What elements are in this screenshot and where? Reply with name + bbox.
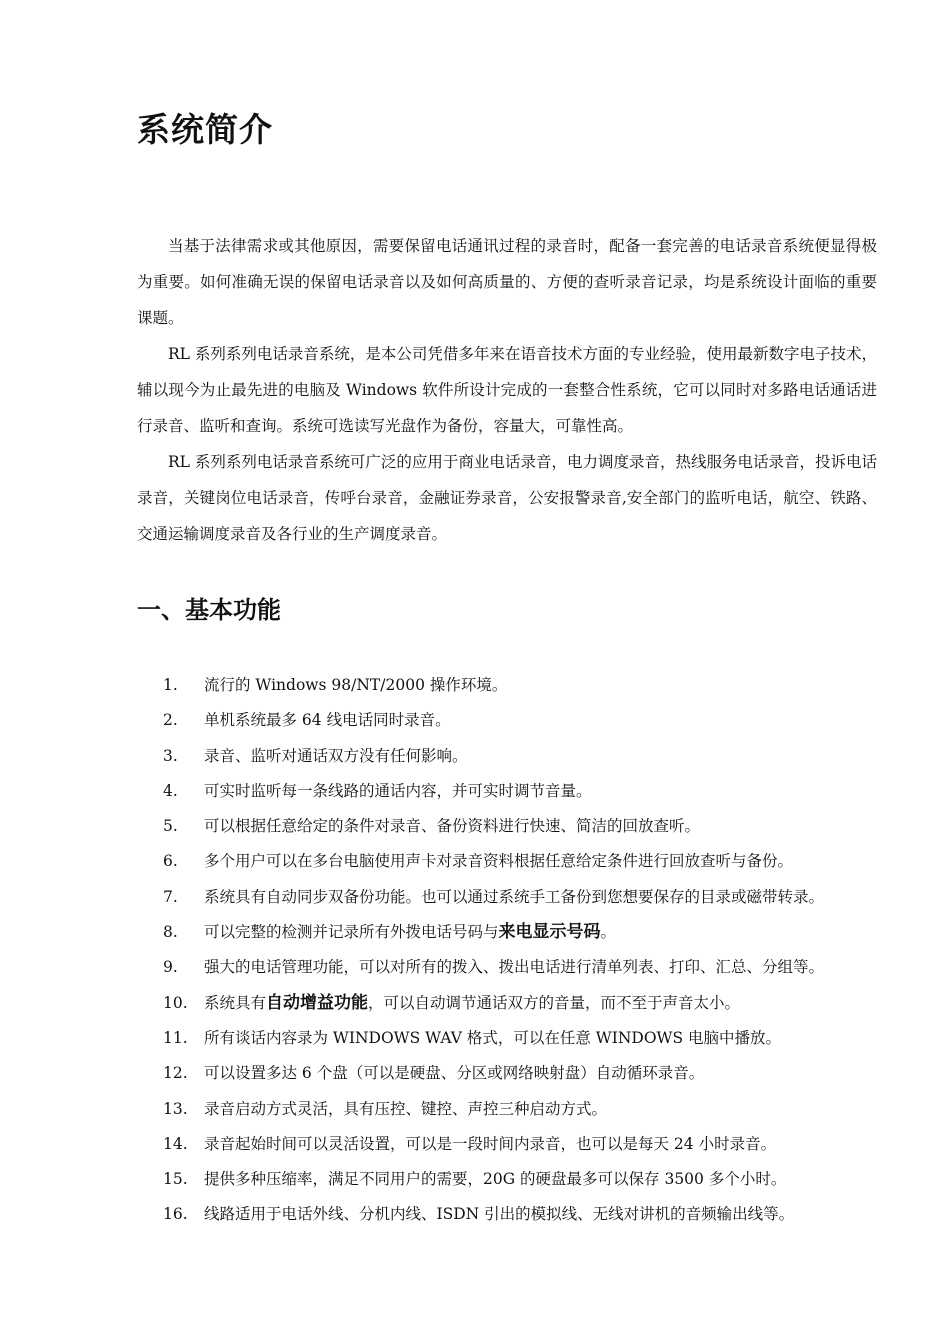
feature-item bbox=[163, 844, 883, 879]
feature-number: 11. bbox=[163, 1028, 188, 1047]
intro-section bbox=[137, 228, 877, 552]
feature-text: 所有谈话内容录为 WINDOWS WAV 格式，可以在任意 WINDOWS 电脑中播放。 bbox=[204, 1028, 782, 1047]
feature-text: 强大的电话管理功能，可以对所有的拨入、拨出电话进行清单列表、打印、汇总、分组等。 bbox=[204, 958, 825, 977]
feature-item bbox=[163, 703, 883, 738]
feature-text: 可以根据任意给定的条件对录音、备份资料进行快速、简洁的回放查听。 bbox=[204, 817, 701, 836]
feature-list bbox=[163, 668, 883, 1233]
feature-text: 系统具有 bbox=[204, 993, 267, 1012]
feature-item bbox=[163, 739, 883, 774]
feature-text: 可以完整的检测并记录所有外拨电话号码与 bbox=[204, 923, 499, 942]
feature-number: 8. bbox=[163, 923, 178, 942]
feature-text: 可实时监听每一条线路的通话内容，并可实时调节音量。 bbox=[204, 781, 592, 800]
feature-item bbox=[163, 774, 883, 809]
feature-number: 7. bbox=[163, 887, 178, 906]
feature-item bbox=[163, 915, 883, 950]
feature-highlight: 自动增益功能 bbox=[266, 992, 369, 1013]
feature-number: 16. bbox=[163, 1205, 188, 1224]
feature-number: 2. bbox=[163, 711, 178, 730]
feature-number: 5. bbox=[163, 817, 178, 836]
intro-paragraph: 当基于法律需求或其他原因，需要保留电话通讯过程的录音时，配备一套完善的电话录音系统便显得极为重要。如何准确无误的保留电话录音以及如何高质量的、方便的查听录音记录，均是系统设计面临的重要课题。 bbox=[137, 237, 877, 327]
feature-item bbox=[163, 1056, 883, 1091]
intro-paragraph: RL 系列系列电话录音系统，是本公司凭借多年来在语音技术方面的专业经验，使用最新数字电子技术，辅以现今为止最先进的电脑及 Windows 软件所设计完成的一套整合性系统，它可以同时对多路电话通话进行录音、监听和查询。系统可选读写光盘作为备份，容量大，可靠性高。 bbox=[137, 345, 877, 435]
feature-item bbox=[163, 1127, 883, 1162]
feature-item bbox=[163, 668, 883, 703]
feature-number: 10. bbox=[163, 993, 188, 1012]
feature-number: 15. bbox=[163, 1170, 188, 1189]
feature-text: 系统具有自动同步双备份功能。也可以通过系统手工备份到您想要保存的目录或磁带转录。 bbox=[204, 887, 825, 906]
feature-number: 3. bbox=[163, 746, 178, 765]
feature-item bbox=[163, 880, 883, 915]
feature-item bbox=[163, 1162, 883, 1197]
feature-text-tail: 。 bbox=[600, 923, 617, 942]
feature-item bbox=[163, 809, 883, 844]
intro-paragraph: RL 系列系列电话录音系统可广泛的应用于商业电话录音，电力调度录音，热线服务电话录音，投诉电话录音，关键岗位电话录音，传呼台录音，金融证券录音，公安报警录音,安全部门的监听电话，航空、铁路、交通运输调度录音及各行业的生产调度录音。 bbox=[137, 453, 877, 543]
feature-text: 录音起始时间可以灵活设置，可以是一段时间内录音，也可以是每天 24 小时录音。 bbox=[204, 1134, 777, 1153]
feature-text: 流行的 Windows 98/NT/2000 操作环境。 bbox=[204, 676, 508, 694]
feature-number: 4. bbox=[163, 781, 178, 800]
feature-number: 13. bbox=[163, 1099, 188, 1118]
feature-number: 1. bbox=[163, 676, 178, 694]
feature-text: 提供多种压缩率，满足不同用户的需要，20G 的硬盘最多可以保存 3500 多个小时。 bbox=[204, 1170, 787, 1189]
feature-number: 9. bbox=[163, 958, 178, 977]
feature-text: 录音启动方式灵活，具有压控、键控、声控三种启动方式。 bbox=[204, 1099, 608, 1118]
feature-number: 14. bbox=[163, 1134, 188, 1153]
feature-item bbox=[163, 1021, 883, 1056]
page-title: 系统简介 bbox=[137, 110, 273, 149]
feature-text: 线路适用于电话外线、分机内线、ISDN 引出的模拟线、无线对讲机的音频输出线等。 bbox=[204, 1205, 795, 1224]
feature-item bbox=[163, 1092, 883, 1127]
feature-text-tail: ，可以自动调节通话双方的音量，而不至于声音太小。 bbox=[368, 993, 741, 1012]
feature-item bbox=[163, 986, 883, 1021]
section-heading: 一、基本功能 bbox=[137, 596, 281, 624]
feature-item bbox=[163, 950, 883, 985]
feature-item bbox=[163, 1197, 883, 1232]
feature-number: 12. bbox=[163, 1064, 188, 1083]
feature-text: 录音、监听对通话双方没有任何影响。 bbox=[204, 746, 468, 765]
feature-text: 单机系统最多 64 线电话同时录音。 bbox=[204, 711, 451, 730]
feature-highlight: 来电显示号码 bbox=[498, 922, 601, 943]
feature-text: 可以设置多达 6 个盘（可以是硬盘、分区或网络映射盘）自动循环录音。 bbox=[204, 1064, 705, 1083]
feature-text: 多个用户可以在多台电脑使用声卡对录音资料根据任意给定条件进行回放查听与备份。 bbox=[204, 852, 794, 871]
feature-number: 6. bbox=[163, 852, 178, 871]
